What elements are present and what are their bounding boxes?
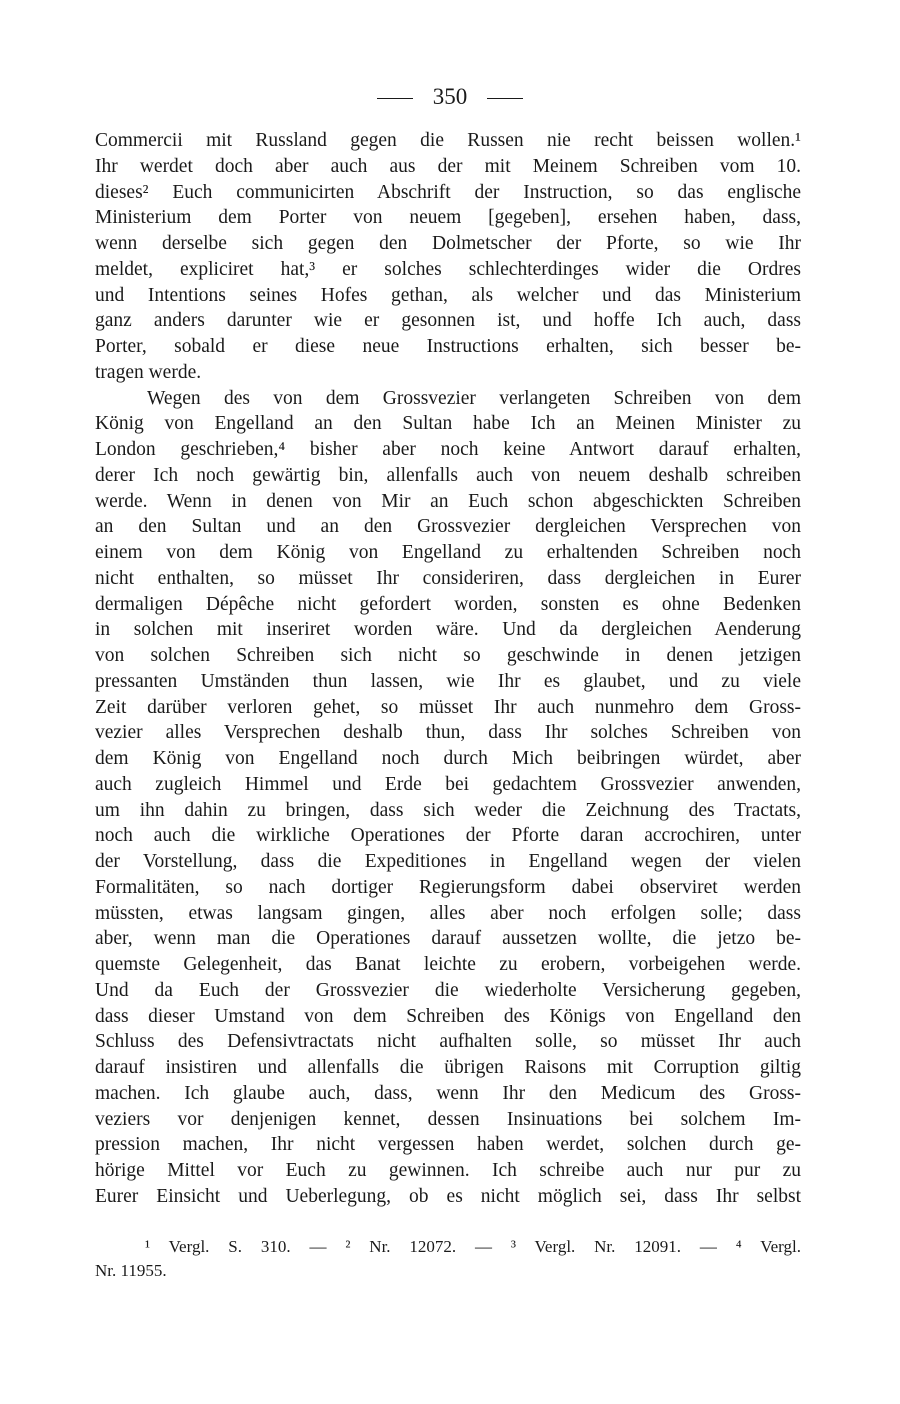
text-line: ganz anders darunter wie er gesonnen ist, und hoffe Ich auch, dass (95, 310, 801, 332)
text-line: London geschrieben,⁴ bisher aber noch keine Antwort darauf erhalten, (95, 439, 801, 460)
text-line: aber, wenn man die Operationes darauf aussetzen wollte, die jetzo be- (95, 928, 801, 950)
text-line: Porter, sobald er diese neue Instructions erhalten, sich besser be- (95, 336, 801, 357)
text-line: quemste Gelegenheit, das Banat leichte zu erobern, vorbeigehen werde. (95, 954, 801, 975)
text-line: um ihn dahin zu bringen, dass sich weder die Zeichnung des Tractats, (95, 799, 801, 821)
text-line: auch zugleich Himmel und Erde bei gedachtem Grossvezier anwenden, (95, 773, 801, 795)
text-line: dem König von Engelland noch durch Mich beibringen würdet, aber (95, 748, 801, 769)
text-line: machen. Ich glaube auch, dass, wenn Ihr den Medicum des Gross- (95, 1082, 801, 1104)
text-line: Formalitäten, so nach dortiger Regierungsform dabei observiret werden (95, 876, 801, 898)
body-text (95, 128, 801, 1210)
text-line: König von Engelland an den Sultan habe Ich an Meinen Minister zu (95, 413, 801, 435)
text-line: der Vorstellung, dass die Expeditiones in Engelland wegen der vielen (95, 851, 801, 872)
text-line: hörige Mittel vor Euch zu gewinnen. Ich schreibe auch nur pur zu (95, 1160, 801, 1181)
text-line: einem von dem König von Engelland zu erhaltenden Schreiben noch (95, 542, 801, 563)
text-line: pressanten Umständen thun lassen, wie Ihr es glaubet, und zu viele (95, 670, 801, 692)
text-line: nicht enthalten, so müsset Ihr consideriren, dass dergleichen in Eurer (95, 567, 801, 589)
text-line: Ihr werdet doch aber auch aus der mit Meinem Schreiben vom 10. (95, 155, 801, 177)
text-line: derer Ich noch gewärtig bin, allenfalls auch von neuem deshalb schreiben (95, 464, 801, 486)
text-line: müssten, etwas langsam gingen, alles aber noch erfolgen solle; dass (95, 902, 801, 924)
text-line: tragen werde. (95, 361, 202, 383)
text-line: dieses² Euch communicirten Abschrift der Instruction, so das englische (95, 181, 801, 203)
text-line: meldet, expliciret hat,³ er solches schlechterdinges wider die Ordres (95, 258, 801, 280)
text-line: dass dieser Umstand von dem Schreiben des Königs von Engelland den (95, 1005, 801, 1027)
text-line: darauf insistiren und allenfalls die übrigen Raisons mit Corruption giltig (95, 1057, 801, 1078)
text-line: Eurer Einsicht und Ueberlegung, ob es nicht möglich sei, dass Ihr selbst (95, 1185, 801, 1207)
text-line: vezier alles Versprechen deshalb thun, dass Ihr solches Schreiben von (95, 722, 801, 744)
text-line: werde. Wenn in denen von Mir an Euch schon abgeschickten Schreiben (95, 490, 801, 512)
text-line: pression machen, Ihr nicht vergessen haben werdet, solchen durch ge- (95, 1134, 801, 1156)
text-line: Wegen des von dem Grossvezier verlangeten Schreiben von dem (147, 387, 801, 409)
text-line: Commercii mit Russland gegen die Russen nie recht beissen wollen.¹ (95, 130, 801, 151)
footnote-line: ¹ Vergl. S. 310. — ² Nr. 12072. — ³ Vergl. Nr. 12091. — ⁴ Vergl. (145, 1237, 801, 1256)
footnote-line: Nr. 11955. (95, 1261, 167, 1280)
text-line: in solchen mit inseriret worden wäre. Und da dergleichen Aenderung (95, 619, 801, 641)
text-line: an den Sultan und an den Grossvezier dergleichen Versprechen von (95, 516, 801, 538)
page-number: 350 (432, 84, 468, 109)
text-line: veziers vor denjenigen kennet, dessen Insinuations bei solchem Im- (95, 1108, 801, 1130)
footnotes (95, 1235, 801, 1283)
text-line: wenn derselbe sich gegen den Dolmetscher der Pforte, so wie Ihr (95, 233, 801, 254)
header-dash-left (377, 98, 413, 99)
text-line: noch auch die wirkliche Operationes der Pforte daran accrochiren, unter (95, 825, 801, 847)
header-dash-right (487, 98, 523, 99)
text-line: Ministerium dem Porter von neuem [gegeben], ersehen haben, dass, (95, 207, 801, 229)
text-line: und Intentions seines Hofes gethan, als welcher und das Ministerium (95, 284, 801, 306)
text-line: dermaligen Dépêche nicht gefordert worden, sonsten es ohne Bedenken (95, 593, 801, 615)
text-line: Zeit darüber verloren gehet, so müsset Ihr auch nunmehro dem Gross- (95, 696, 801, 718)
text-line: Schluss des Defensivtractats nicht aufhalten solle, so müsset Ihr auch (95, 1031, 801, 1053)
text-line: Und da Euch der Grossvezier die wiederholte Versicherung gegeben, (95, 979, 801, 1001)
page-header (0, 82, 900, 112)
text-line: von solchen Schreiben sich nicht so geschwinde in denen jetzigen (95, 645, 801, 666)
